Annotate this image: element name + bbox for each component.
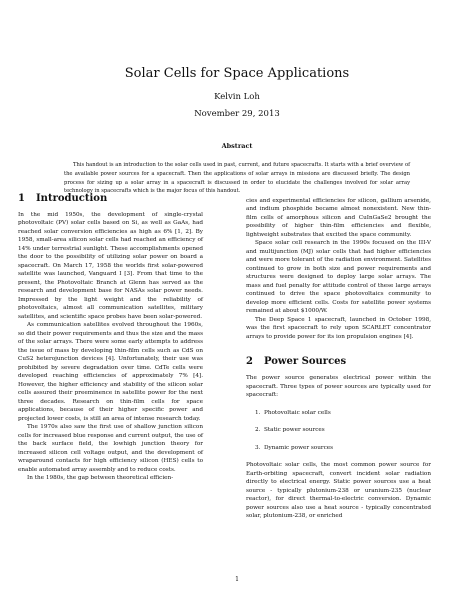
section-2-heading: [246, 356, 431, 368]
section-number: 2: [246, 356, 253, 368]
power-source-list: [246, 409, 431, 452]
publication-date: November 29, 2013: [194, 109, 280, 119]
list-item: 3. Dynamic power sources: [255, 444, 334, 451]
paragraph: In the mid 1950s, the development of single-crystal photovoltaic (PV) solar cells based on Si, as well as GaAs, had reached solar conversion efficiencies as high as 6% [1, 2]. By 1958, small-area silicon solar cells had reached an efficiency of 14% under terrestrial sunlight. These accomplishments opened the door to the possibility of utilizing solar power on board a spacecraft. On March 17, 1958 the worlds first solar-powered satellite was launched, Vanguard I [3]. From that time to the present, the Photovoltaic Branch at Glenn has served as the research and development base for NASAs solar power needs. Impressed by the light weight and the reliability of photovoltaics, almost all communication satellites, military satellites, and scientific space probes have been solar-powered.: [18, 212, 203, 320]
paragraph: cies and experimental efficiencies for silicon, gallium arsenide, and indium phosphide became almost nonexistent. New thin-film cells of amorphous silicon and CuInGaSe2 brought the possibility of higher thin-film efficiencies and flexible, lightweight substrates that excited the space community.: [246, 198, 431, 238]
page-number: 1: [235, 576, 239, 583]
paragraph: The 1970s also saw the first use of shallow junction silicon cells for increased blue response and current output, the use of the back surface field, the lowhigh junction theory for increased silicon cell voltage output, and the development of wraparound contacts for high efficiency silicon (HES) cells to enable automated array assembly and to reduce costs.: [18, 424, 203, 473]
paragraph: In the 1980s, the gap between theoretical efficien-: [27, 475, 174, 482]
list-item: 2. Static power sources: [255, 427, 325, 434]
paper-title: Solar Cells for Space Applications: [124, 66, 350, 81]
section-1-heading: [18, 193, 203, 205]
right-column: [246, 197, 431, 521]
paragraph: The Deep Space 1 spacecraft, launched in October 1998, was the first spacecraft to rely upon SCARLET concentrator arrays to provide power for its ion propulsion engines [4].: [246, 316, 431, 340]
section-title: Introduction: [36, 193, 108, 204]
left-column: [18, 193, 203, 483]
list-item: 1. Photovoltaic solar cells: [255, 409, 331, 416]
section-number: 1: [18, 193, 25, 204]
abstract-text: This handout is an introduction to the solar cells used in past, current, and future spacecrafts. It starts with a brief overview of the available power sources for a spacecraft. Then the applications of solar arrays in missions are discussed briefly. The design process for sizing up a solar array in a spacecraft is discussed in order to elucidate the challenges involved for solar array technology in spacecrafts which is the major focus of this handout.: [64, 162, 410, 195]
abstract-heading: Abstract: [221, 142, 253, 150]
paragraph: Space solar cell research in the 1990s focused on the III-V and multijunction (MJ) solar cells that had higher efficiencies and were more tolerant of the radiation environment. Satellites continued to grow in both size and power requirements and structures were designed to deploy large solar arrays. The mass and fuel penalty for attitude control of these large arrays continued to drive the space photovoltaics community to develop more efficient cells. Costs for satellite power systems remained at about $1000/W.: [246, 240, 431, 315]
author-name: Kelvin Loh: [214, 92, 260, 102]
section-title: Power Sources: [264, 356, 347, 368]
paragraph: Photovoltaic solar cells, the most common power source for Earth-orbiting spacecraft, convert incident solar radiation directly to electrical energy. Static power sources use a heat source - typically plutonium-238 or uranium-235 (nuclear reactor), for direct thermal-to-electric conversion. Dynamic power sources also use a heat source - typically concentrated solar, plutonium-238, or enriched: [246, 462, 431, 520]
paragraph: As communication satellites evolved throughout the 1960s, so did their power requirements and thus the size and the mass of the solar arrays. There were some early attempts to address the issue of mass by developing thin-film cells such as CdS on CuS2 heterojunction devices [4]. Unfortunately, their use was prohibited by severe degradation over time. CdTe cells were developed reaching efficiencies of approximately 7% [4]. However, the higher efficiency and stability of the silicon solar cells assured their preeminence in satellite power for the next three decades. Research on thin-film cells for space applications, because of their higher specific power and projected lower costs, is still an area of intense research today.: [18, 322, 203, 422]
paragraph: The power source generates electrical power within the spacecraft. Three types of power sources are typically used for spacecraft:: [246, 375, 431, 399]
